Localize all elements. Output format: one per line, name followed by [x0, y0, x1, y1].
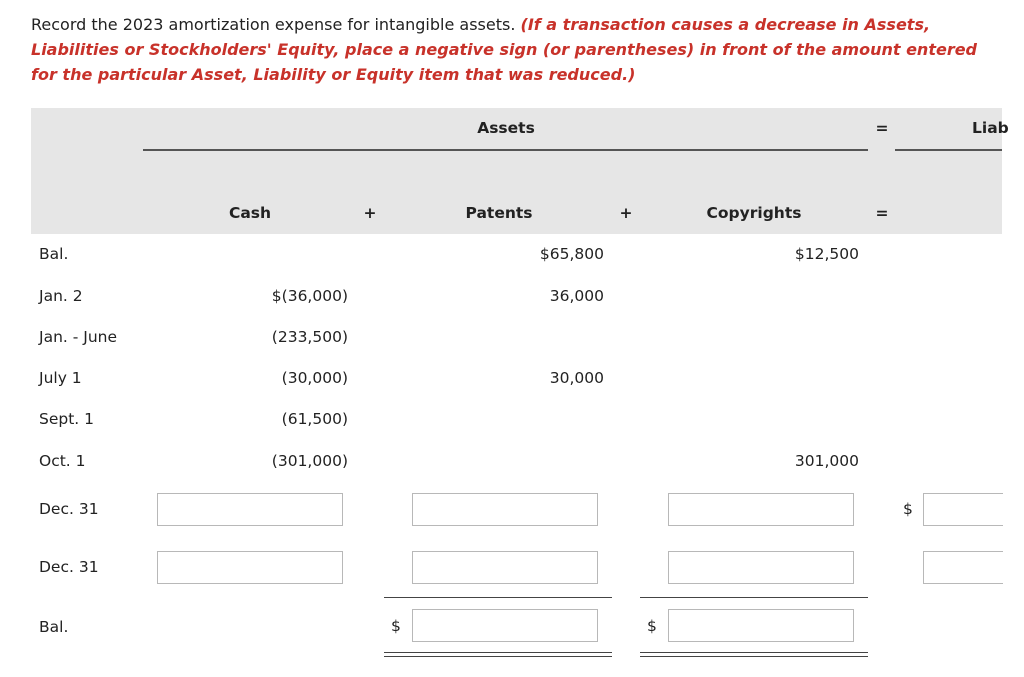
dollar-sign: $ — [391, 617, 401, 635]
patents-balance-field[interactable] — [413, 610, 597, 641]
row-label: Bal. — [39, 618, 69, 636]
copyrights-column-header: Copyrights — [706, 204, 802, 222]
subtotal-rule — [384, 597, 612, 598]
equals-sign-top: = — [875, 119, 889, 137]
patents-input-field[interactable] — [413, 494, 597, 525]
cash-value: (61,500) — [281, 410, 348, 428]
row-label: Sept. 1 — [39, 410, 95, 428]
copyrights-input-field[interactable] — [669, 552, 853, 583]
dollar-sign: $ — [903, 500, 913, 518]
copyrights-input[interactable] — [668, 551, 854, 584]
patents-input-field[interactable] — [413, 552, 597, 583]
total-double-rule — [384, 652, 612, 657]
liabilities-input-field[interactable] — [924, 552, 1003, 583]
copyrights-input-field[interactable] — [669, 494, 853, 525]
liabilities-header-partial: Liab — [972, 119, 1009, 137]
cash-value: (30,000) — [281, 369, 348, 387]
dollar-sign: $ — [647, 617, 657, 635]
patents-input[interactable] — [412, 551, 598, 584]
copyrights-balance-field[interactable] — [669, 610, 853, 641]
row-label: Oct. 1 — [39, 452, 86, 470]
assets-underline — [143, 149, 868, 151]
liabilities-underline — [895, 149, 1002, 151]
copyrights-value: 301,000 — [794, 452, 859, 470]
assets-header: Assets — [477, 119, 535, 137]
row-label: Bal. — [39, 245, 69, 263]
copyrights-input[interactable] — [668, 493, 854, 526]
instruction-emphasis: (If a transaction causes a decrease in Assets, Liabilities or Stockholders' Equity, place a negative sign (or parentheses) in front of the amount entered for the particular Asset, Liability or Equity item that was reduced.) — [31, 15, 978, 84]
row-label: Dec. 31 — [39, 558, 99, 576]
equals-sign-mid: = — [875, 204, 889, 222]
row-label: Dec. 31 — [39, 500, 99, 518]
cash-value: (233,500) — [271, 328, 348, 346]
patents-value: 30,000 — [549, 369, 604, 387]
patents-balance-input[interactable] — [412, 609, 598, 642]
liabilities-input[interactable] — [923, 551, 1003, 584]
patents-column-header: Patents — [465, 204, 533, 222]
liabilities-input[interactable] — [923, 493, 1003, 526]
plus-sign-2: + — [619, 204, 633, 222]
patents-value: $65,800 — [539, 245, 604, 263]
liabilities-input-field[interactable] — [924, 494, 1003, 525]
instruction-plain: Record the 2023 amortization expense for intangible assets. — [31, 15, 521, 34]
cash-input-field[interactable] — [158, 494, 342, 525]
instruction-text — [31, 12, 991, 87]
patents-value: 36,000 — [549, 287, 604, 305]
cash-input[interactable] — [157, 493, 343, 526]
cash-value: (301,000) — [271, 452, 348, 470]
plus-sign-1: + — [363, 204, 377, 222]
total-double-rule — [640, 652, 868, 657]
row-label: Jan. 2 — [39, 287, 83, 305]
patents-input[interactable] — [412, 493, 598, 526]
copyrights-balance-input[interactable] — [668, 609, 854, 642]
cash-input[interactable] — [157, 551, 343, 584]
copyrights-value: $12,500 — [794, 245, 859, 263]
row-label: July 1 — [39, 369, 82, 387]
cash-column-header: Cash — [228, 204, 272, 222]
subtotal-rule — [640, 597, 868, 598]
cash-value: $(36,000) — [271, 287, 348, 305]
row-label: Jan. - June — [39, 328, 118, 346]
cash-input-field[interactable] — [158, 552, 342, 583]
